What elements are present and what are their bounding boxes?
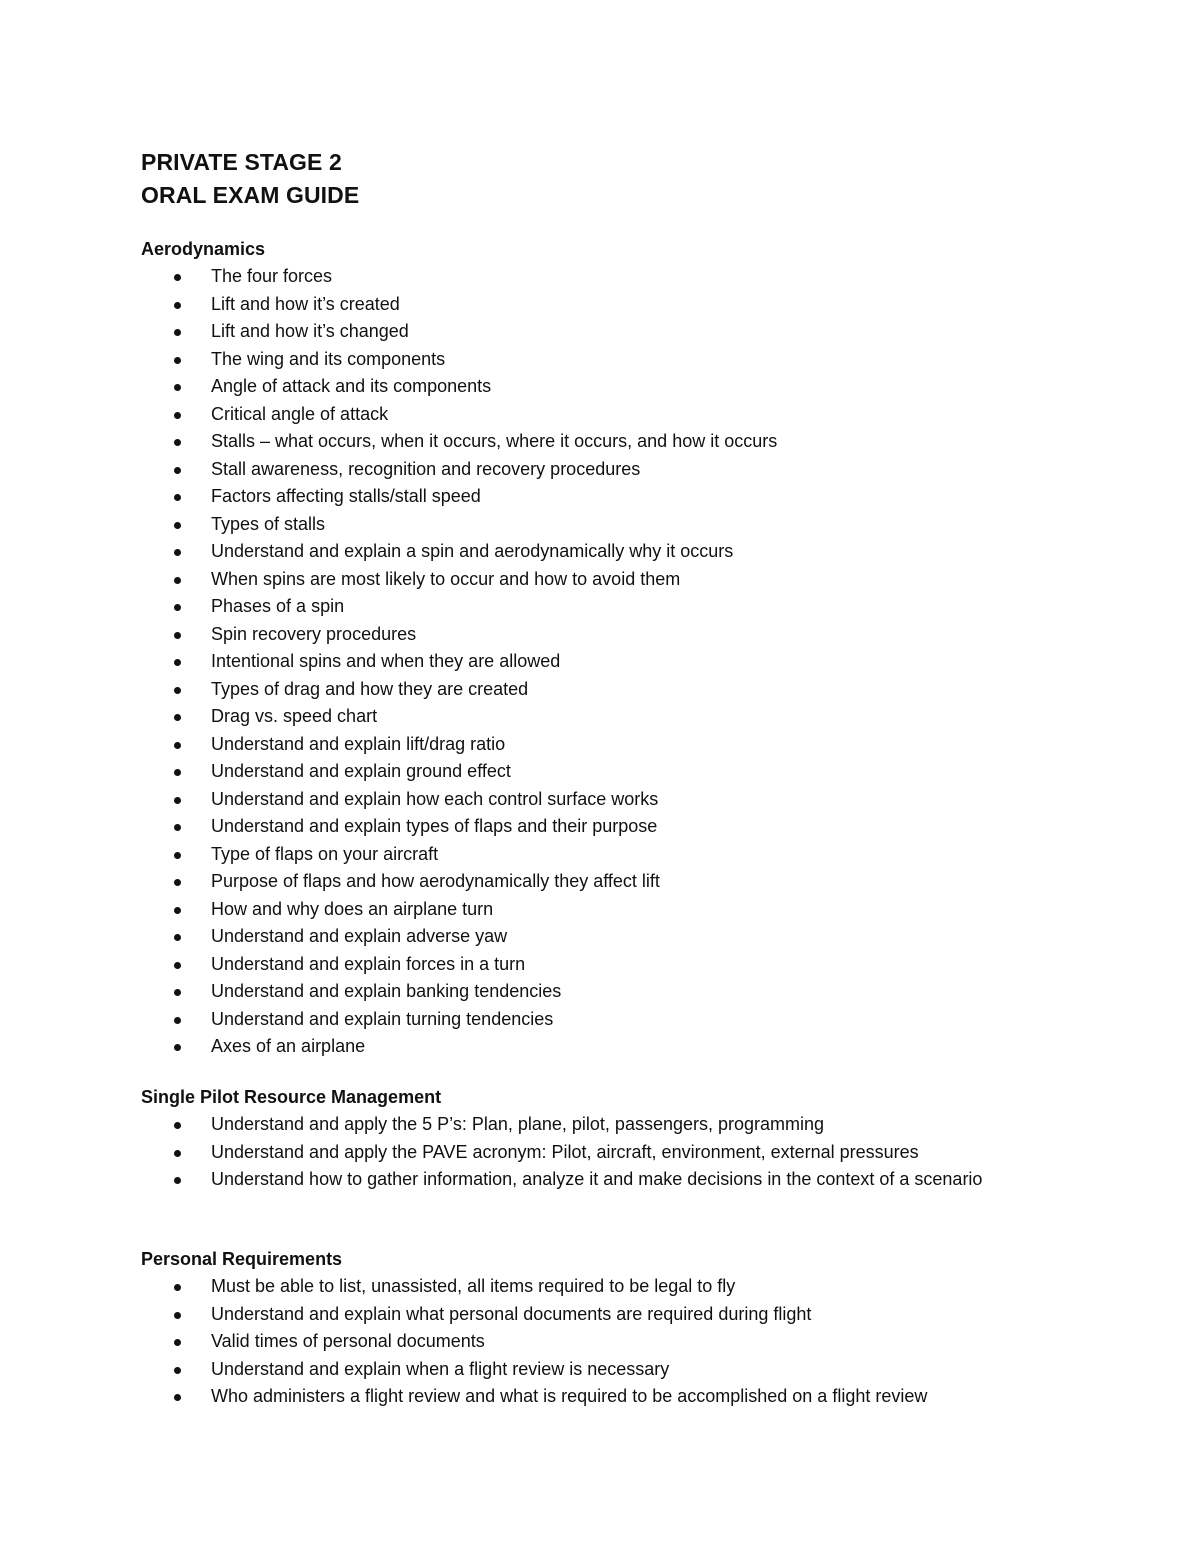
bullet-icon	[174, 989, 181, 996]
bullet-icon	[174, 742, 181, 749]
list-item: Intentional spins and when they are allowed	[141, 648, 777, 676]
bullet-icon	[174, 274, 181, 281]
bullet-icon	[174, 329, 181, 336]
bullet-icon	[174, 879, 181, 886]
title-line-1: PRIVATE STAGE 2	[141, 149, 342, 175]
bullet-icon	[174, 302, 181, 309]
title-line-2: ORAL EXAM GUIDE	[141, 182, 360, 208]
bullet-icon	[174, 1177, 181, 1184]
list-item: Axes of an airplane	[141, 1033, 777, 1061]
section-aerodynamics	[141, 236, 777, 1061]
list-item: Understand and apply the PAVE acronym: Pilot, aircraft, environment, external pressures	[141, 1139, 1011, 1167]
bullet-icon	[174, 549, 181, 556]
bullet-icon	[174, 714, 181, 721]
bullet-icon	[174, 412, 181, 419]
list-item: Understand how to gather information, analyze it and make decisions in the context of a scenario	[141, 1166, 1011, 1192]
list-item: Understand and explain adverse yaw	[141, 923, 777, 951]
list-item: Type of flaps on your aircraft	[141, 841, 777, 869]
bullet-icon	[174, 577, 181, 584]
list-item: Understand and explain what personal documents are required during flight	[141, 1301, 927, 1329]
bullet-icon	[174, 1312, 181, 1319]
list-item: Types of drag and how they are created	[141, 676, 777, 704]
list-item: Understand and explain turning tendencies	[141, 1006, 777, 1034]
bullet-icon	[174, 962, 181, 969]
list-item: How and why does an airplane turn	[141, 896, 777, 924]
section-single-pilot-resource-management	[141, 1084, 1011, 1192]
bullet-icon	[174, 604, 181, 611]
list-item: Understand and explain how each control surface works	[141, 786, 777, 814]
list-item: Understand and explain lift/drag ratio	[141, 731, 777, 759]
bullet-icon	[174, 522, 181, 529]
bullet-icon	[174, 1367, 181, 1374]
bullet-icon	[174, 852, 181, 859]
list-item: Understand and explain types of flaps and their purpose	[141, 813, 777, 841]
bullet-icon	[174, 659, 181, 666]
bullet-icon	[174, 687, 181, 694]
bullet-icon	[174, 769, 181, 776]
section-heading: Single Pilot Resource Management	[141, 1087, 442, 1107]
list-item: Types of stalls	[141, 511, 777, 539]
list-item: The wing and its components	[141, 346, 777, 374]
list-item: Understand and explain banking tendencies	[141, 978, 777, 1006]
list-item: Stall awareness, recognition and recovery procedures	[141, 456, 777, 484]
list-item: Must be able to list, unassisted, all items required to be legal to fly	[141, 1273, 927, 1301]
list-item: Phases of a spin	[141, 593, 777, 621]
bullet-icon	[174, 1284, 181, 1291]
bullet-icon	[174, 467, 181, 474]
list-item: Factors affecting stalls/stall speed	[141, 483, 777, 511]
section-heading: Aerodynamics	[141, 239, 266, 259]
bullet-icon	[174, 1122, 181, 1129]
bullet-icon	[174, 357, 181, 364]
bullet-icon	[174, 797, 181, 804]
list-item: Valid times of personal documents	[141, 1328, 927, 1356]
list-item: Understand and explain forces in a turn	[141, 951, 777, 979]
list-item: Stalls – what occurs, when it occurs, where it occurs, and how it occurs	[141, 428, 777, 456]
bullet-icon	[174, 1394, 181, 1401]
bullet-list	[141, 1273, 927, 1411]
section-personal-requirements	[141, 1246, 927, 1411]
bullet-icon	[174, 1017, 181, 1024]
bullet-icon	[174, 1150, 181, 1157]
list-item: Who administers a flight review and what is required to be accomplished on a flight review	[141, 1383, 927, 1411]
bullet-icon	[174, 632, 181, 639]
list-item: Understand and apply the 5 P’s: Plan, plane, pilot, passengers, programming	[141, 1111, 1011, 1139]
list-item: Understand and explain when a flight review is necessary	[141, 1356, 927, 1384]
bullet-list	[141, 1111, 1011, 1192]
list-item: The four forces	[141, 263, 777, 291]
list-item: Drag vs. speed chart	[141, 703, 777, 731]
bullet-icon	[174, 439, 181, 446]
list-item: Lift and how it’s changed	[141, 318, 777, 346]
list-item: Purpose of flaps and how aerodynamically they affect lift	[141, 868, 777, 896]
bullet-icon	[174, 934, 181, 941]
bullet-icon	[174, 1339, 181, 1346]
bullet-icon	[174, 907, 181, 914]
list-item: Understand and explain a spin and aerodynamically why it occurs	[141, 538, 777, 566]
bullet-list	[141, 263, 777, 1061]
list-item: Understand and explain ground effect	[141, 758, 777, 786]
bullet-icon	[174, 824, 181, 831]
bullet-icon	[174, 1044, 181, 1051]
list-item: Critical angle of attack	[141, 401, 777, 429]
document-title	[141, 146, 359, 212]
list-item: Spin recovery procedures	[141, 621, 777, 649]
list-item: Lift and how it’s created	[141, 291, 777, 319]
list-item: When spins are most likely to occur and how to avoid them	[141, 566, 777, 594]
list-item: Angle of attack and its components	[141, 373, 777, 401]
bullet-icon	[174, 494, 181, 501]
section-heading: Personal Requirements	[141, 1249, 343, 1269]
bullet-icon	[174, 384, 181, 391]
